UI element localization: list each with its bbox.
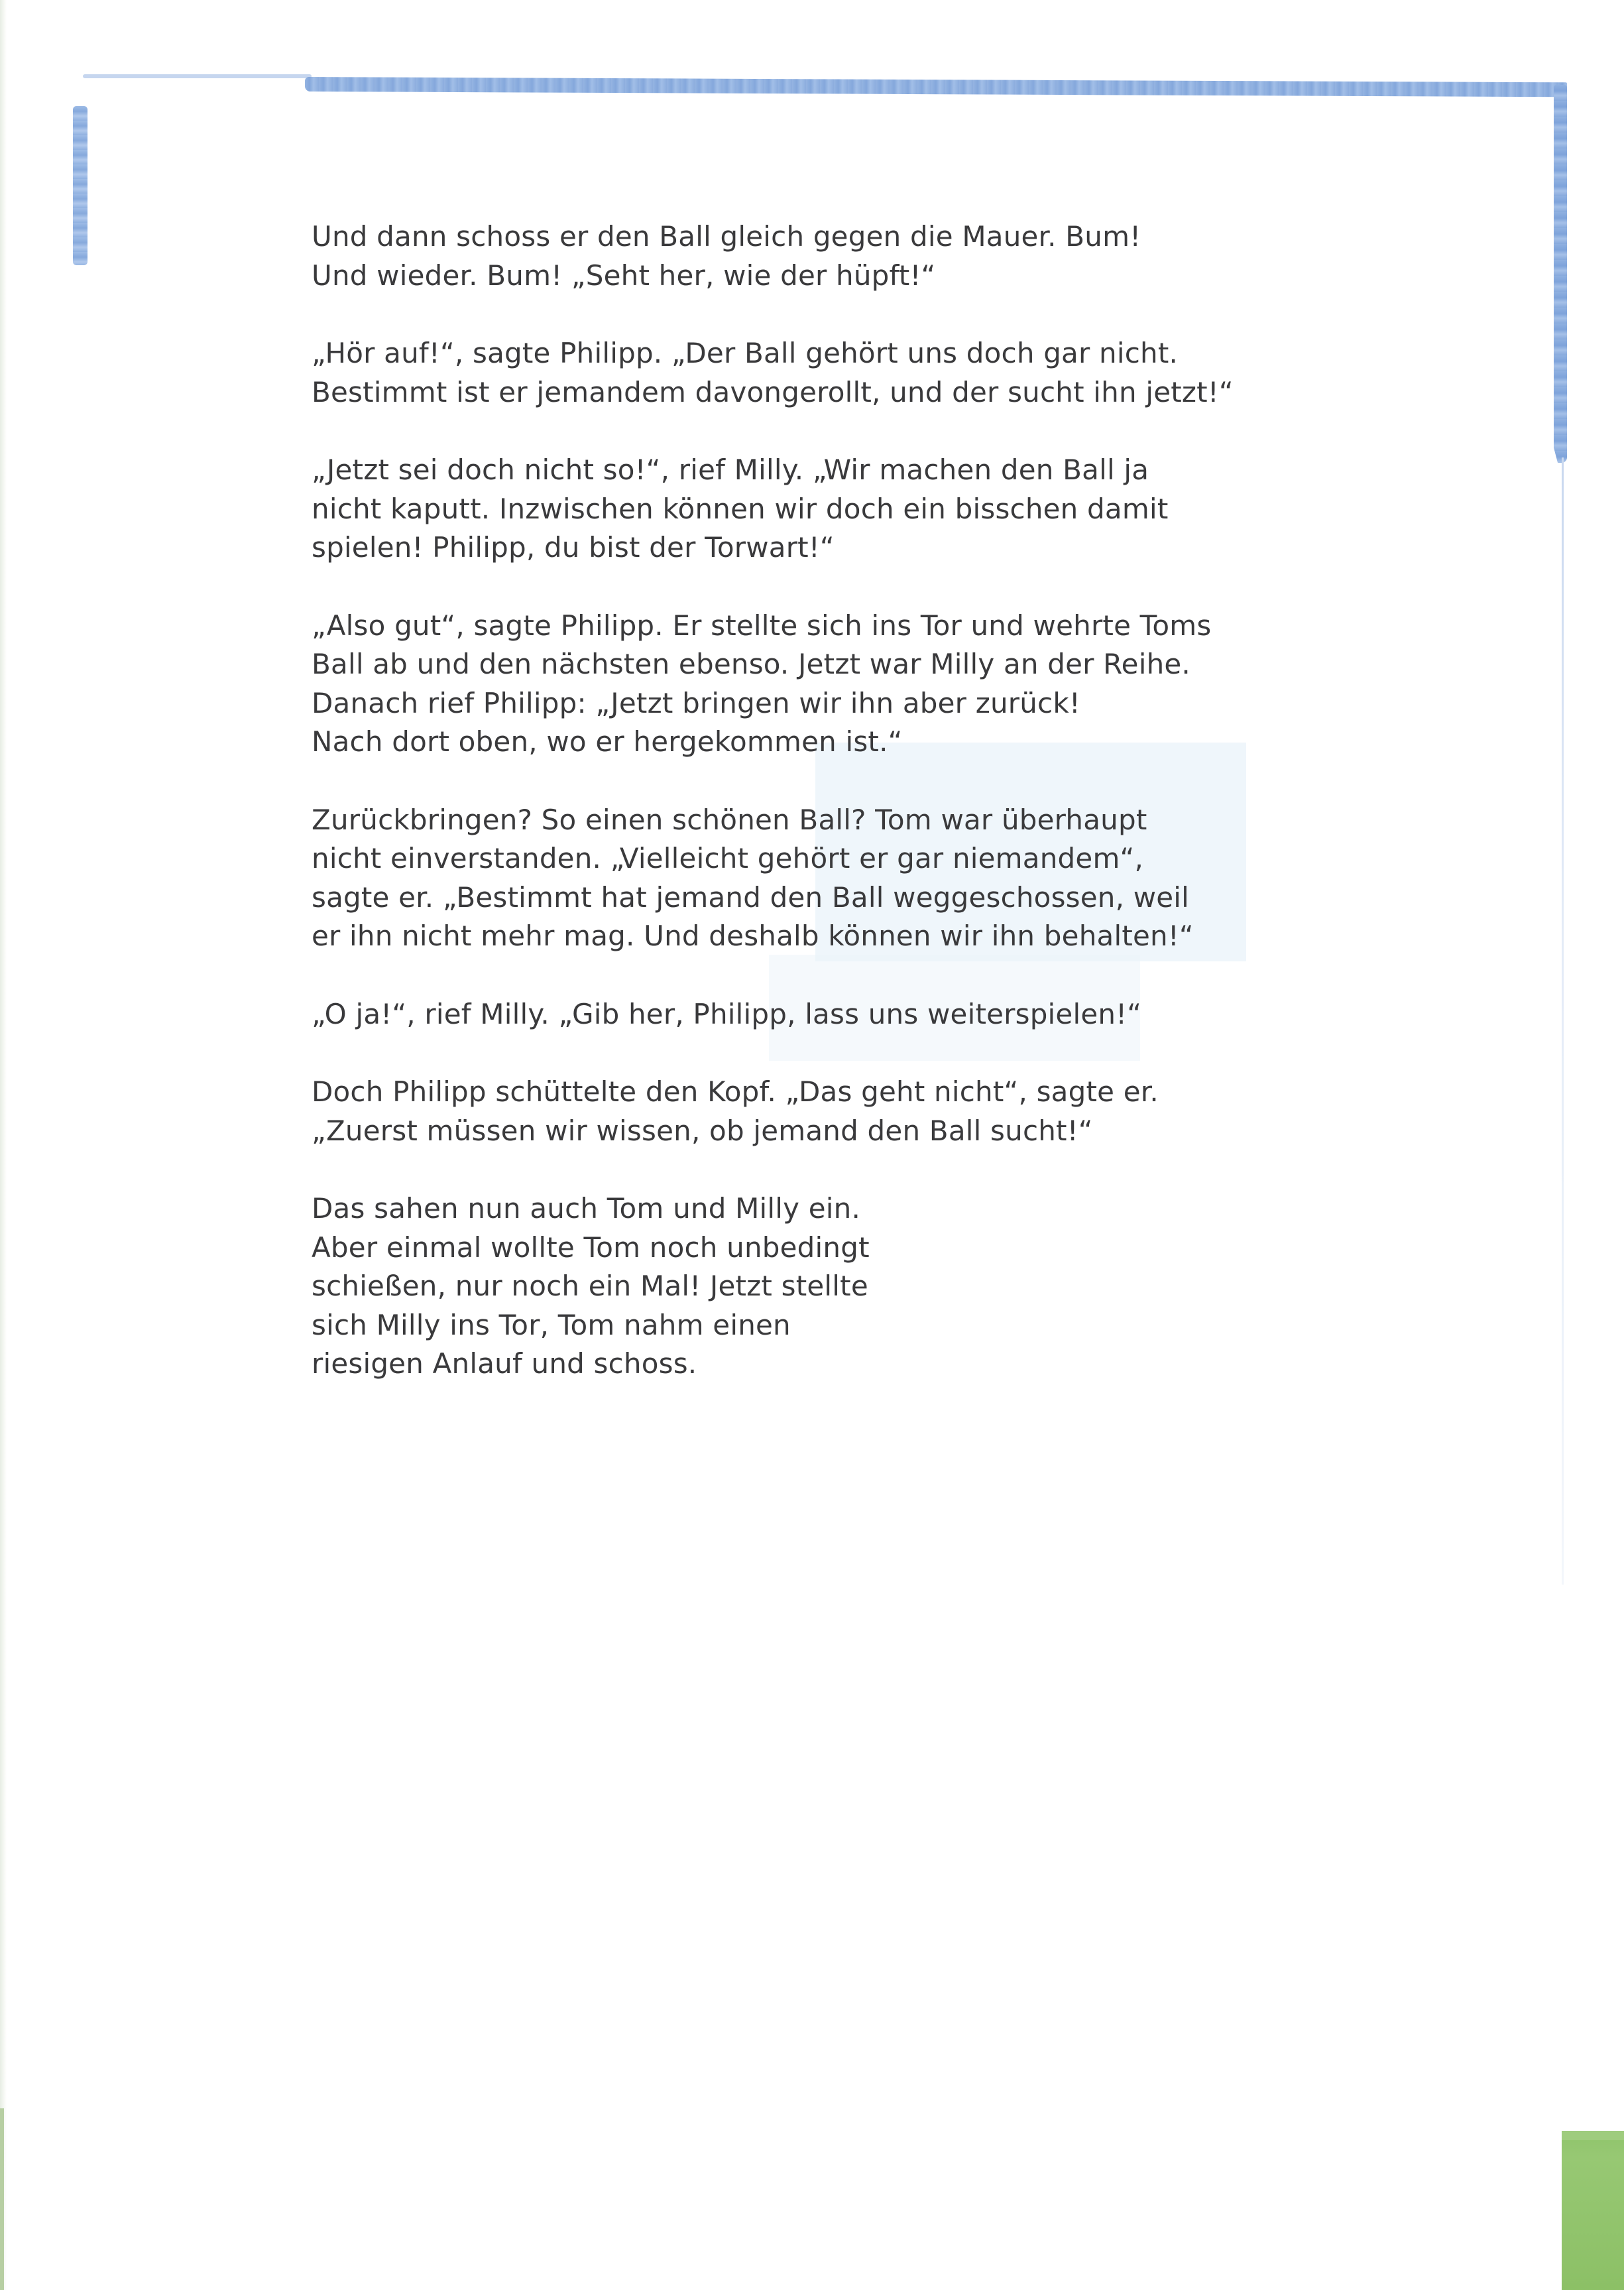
story-paragraph [312,801,1346,956]
story-line: sagte er. „Bestimmt hat jemand den Ball weggeschossen, weil [312,880,1190,914]
story-paragraph [312,995,1346,1034]
story-line: Das sahen nun auch Tom und Milly ein. [312,1192,861,1225]
story-line: nicht kaputt. Inzwischen können wir doch ein bisschen damit [312,492,1169,525]
story-paragraph [312,334,1346,412]
story-line: Nach dort oben, wo er hergekommen ist.“ [312,725,903,758]
scan-edge [0,0,7,2290]
story-paragraph [312,1073,1346,1150]
story-line: spielen! Philipp, du bist der Torwart!“ [312,531,835,564]
story-line: „Zuerst müssen wir wissen, ob jemand den Ball sucht!“ [312,1114,1093,1147]
story-line: sich Milly ins Tor, Tom nahm einen [312,1308,791,1341]
frame-right-stroke [1554,85,1567,463]
story-line: riesigen Anlauf und schoss. [312,1347,697,1380]
story-line: Zurückbringen? So einen schönen Ball? Tom war überhaupt [312,803,1147,836]
story-line: schießen, nur noch ein Mal! Jetzt stellte [312,1270,868,1302]
story-line: Und dann schoss er den Ball gleich gegen die Mauer. Bum! [312,220,1141,253]
story-line: nicht einverstanden. „Vielleicht gehört er gar niemandem“, [312,842,1144,874]
story-line: „Jetzt sei doch nicht so!“, rief Milly. „Wir machen den Ball ja [312,453,1149,486]
frame-left-stroke [73,106,87,265]
story-paragraph [312,451,1346,568]
page-tab-edge [1562,2131,1624,2140]
story-line: er ihn nicht mehr mag. Und deshalb können wir ihn behalten!“ [312,920,1194,952]
story-line: Aber einmal wollte Tom noch unbedingt [312,1231,870,1264]
frame-right-faint-stroke [1562,457,1564,1585]
story-line: Doch Philipp schüttelte den Kopf. „Das geht nicht“, sagte er. [312,1075,1159,1108]
page-tab [1562,2131,1624,2290]
story-paragraph [312,1189,1346,1384]
story-paragraph [312,217,1346,295]
story-line: „O ja!“, rief Milly. „Gib her, Philipp, lass uns weiterspielen!“ [312,997,1142,1030]
scan-edge-green [0,2108,4,2290]
story-line: Ball ab und den nächsten ebenso. Jetzt war Milly an der Reihe. [312,648,1190,680]
story-line: Bestimmt ist er jemandem davongerollt, und der sucht ihn jetzt!“ [312,375,1234,408]
story-line: „Also gut“, sagte Philipp. Er stellte sich ins Tor und wehrte Toms [312,609,1212,642]
story-text [312,217,1346,1423]
frame-top-stroke [305,77,1567,97]
story-line: Danach rief Philipp: „Jetzt bringen wir ihn aber zurück! [312,686,1080,719]
story-paragraph [312,607,1346,762]
story-line: Und wieder. Bum! „Seht her, wie der hüpft!“ [312,259,936,292]
frame-top-thin-stroke [83,74,312,78]
story-line: „Hör auf!“, sagte Philipp. „Der Ball gehört uns doch gar nicht. [312,337,1179,369]
